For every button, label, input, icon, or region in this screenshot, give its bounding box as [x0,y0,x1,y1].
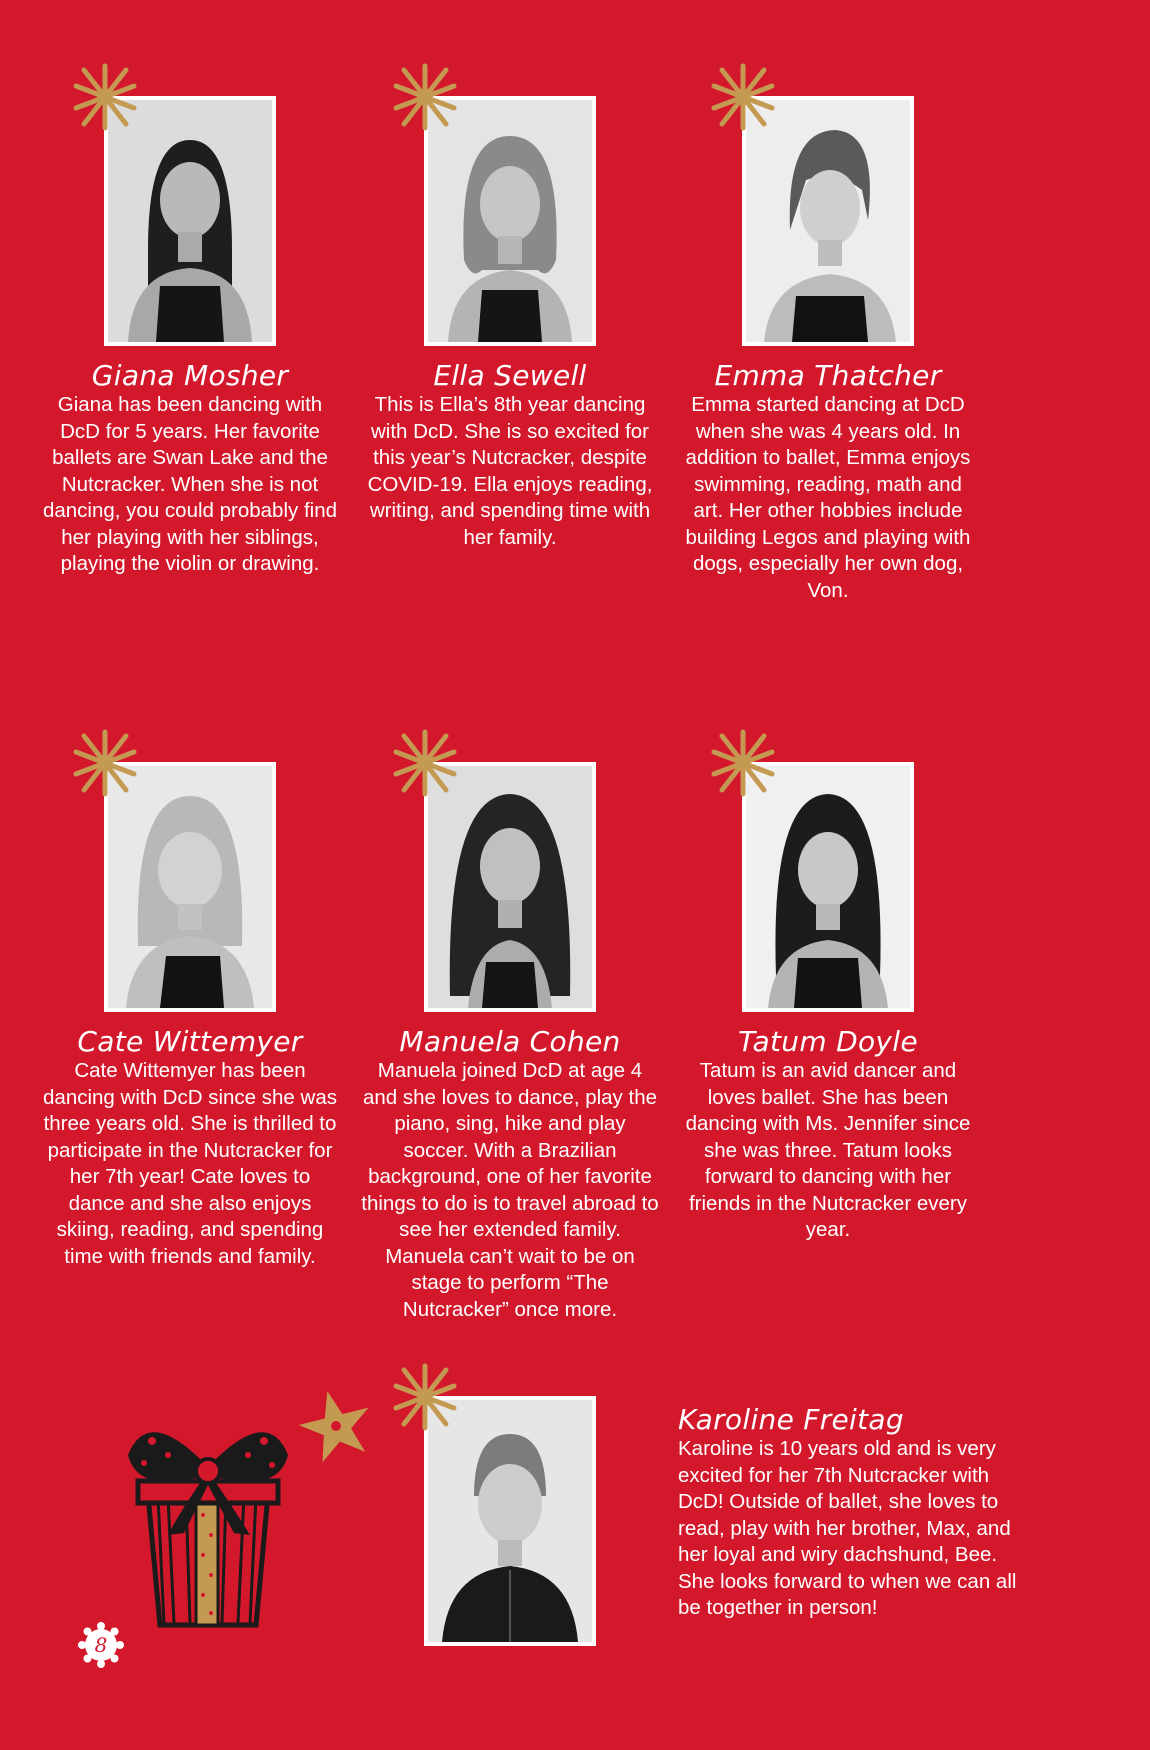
dancer-name: Manuela Cohen [399,1025,621,1058]
profile-text-karoline [678,1404,1018,1622]
gift-box-icon [108,1385,308,1635]
photo-frame [104,762,276,1012]
dancer-bio: Karoline is 10 years old and is very excited for her 7th Nutcracker with DcD! Outside of ballet, she loves to read, play with her brother, Max, and her loyal and wiry dachshund, Bee. She looks forward to when we can all be together in person! [678,1437,1017,1619]
dancer-name: Karoline Freitag [678,1403,904,1436]
dancer-name: Giana Mosher [91,359,289,392]
headshot-photo [424,96,596,346]
dancer-bio: Cate Wittemyer has been dancing with DcD since she was three years old. She is thrilled to participate in the Nutcracker for her 7th year! Cate loves to dance and she also enjoys skiing, reading, and spending time with friends and family. [43,1059,337,1268]
dancer-bio: Tatum is an avid dancer and loves ballet. She has been dancing with Ms. Jennifer since she was three. Tatum looks forward to dancing with her friends in the Nutcracker every year. [685,1059,971,1241]
dancer-bio: Manuela joined DcD at age 4 and she loves to dance, play the piano, sing, hike and play soccer. With a Brazilian background, one of her favorite things to do is to travel abroad to see her extended family. Manuela can’t wait to be on stage to perform “The Nutcracker” once more. [361,1059,659,1321]
photo-frame [104,96,276,346]
gold-sparkle-star-icon [390,62,460,132]
gold-sparkle-star-icon [708,728,778,798]
headshot-photo [424,1396,596,1646]
headshot-photo [742,762,914,1012]
gold-sparkle-star-icon [70,62,140,132]
headshot-photo [104,762,276,1012]
photo-frame [742,762,914,1012]
profile-card-manuela [360,762,660,1323]
headshot-photo [104,96,276,346]
dancer-bio: This is Ella’s 8th year dancing with DcD. She is so excited for this year’s Nutcracker, despite COVID-19. Ella enjoys reading, writing, and spending time with her family. [367,393,653,549]
photo-frame [424,96,596,346]
page-number-badge [78,1622,124,1668]
dancer-bio: Giana has been dancing with DcD for 5 years. Her favorite ballets are Swan Lake and the Nutcracker. When she is not dancing, you could probably find her playing with her siblings, playing the violin or drawing. [42,393,338,575]
dancer-bio: Emma started dancing at DcD when she was 4 years old. In addition to ballet, Emma enjoys swimming, reading, math and art. Her other hobbies include building Legos and playing with dogs, especially her own dog, Von. [685,393,971,602]
photo-frame [424,762,596,1012]
photo-frame [742,96,914,346]
profile-card-ella [360,96,660,551]
gold-sparkle-star-icon [708,62,778,132]
dancer-name: Cate Wittemyer [77,1025,303,1058]
gold-sparkle-star-icon [70,728,140,798]
photo-frame [424,1396,596,1646]
profile-card-karoline [360,1396,660,1646]
profile-card-emma [678,96,978,604]
gold-sparkle-star-icon [390,728,460,798]
headshot-photo [424,762,596,1012]
gold-sparkle-star-icon [390,1362,460,1432]
headshot-photo [742,96,914,346]
dancer-name: Ella Sewell [433,359,587,392]
gold-star-icon [296,1386,376,1466]
profile-card-cate [40,762,340,1270]
dancer-name: Emma Thatcher [714,359,942,392]
page-number: 8 [94,1633,108,1657]
profile-card-giana [40,96,340,578]
dancer-name: Tatum Doyle [738,1025,918,1058]
profile-card-tatum [678,762,978,1244]
